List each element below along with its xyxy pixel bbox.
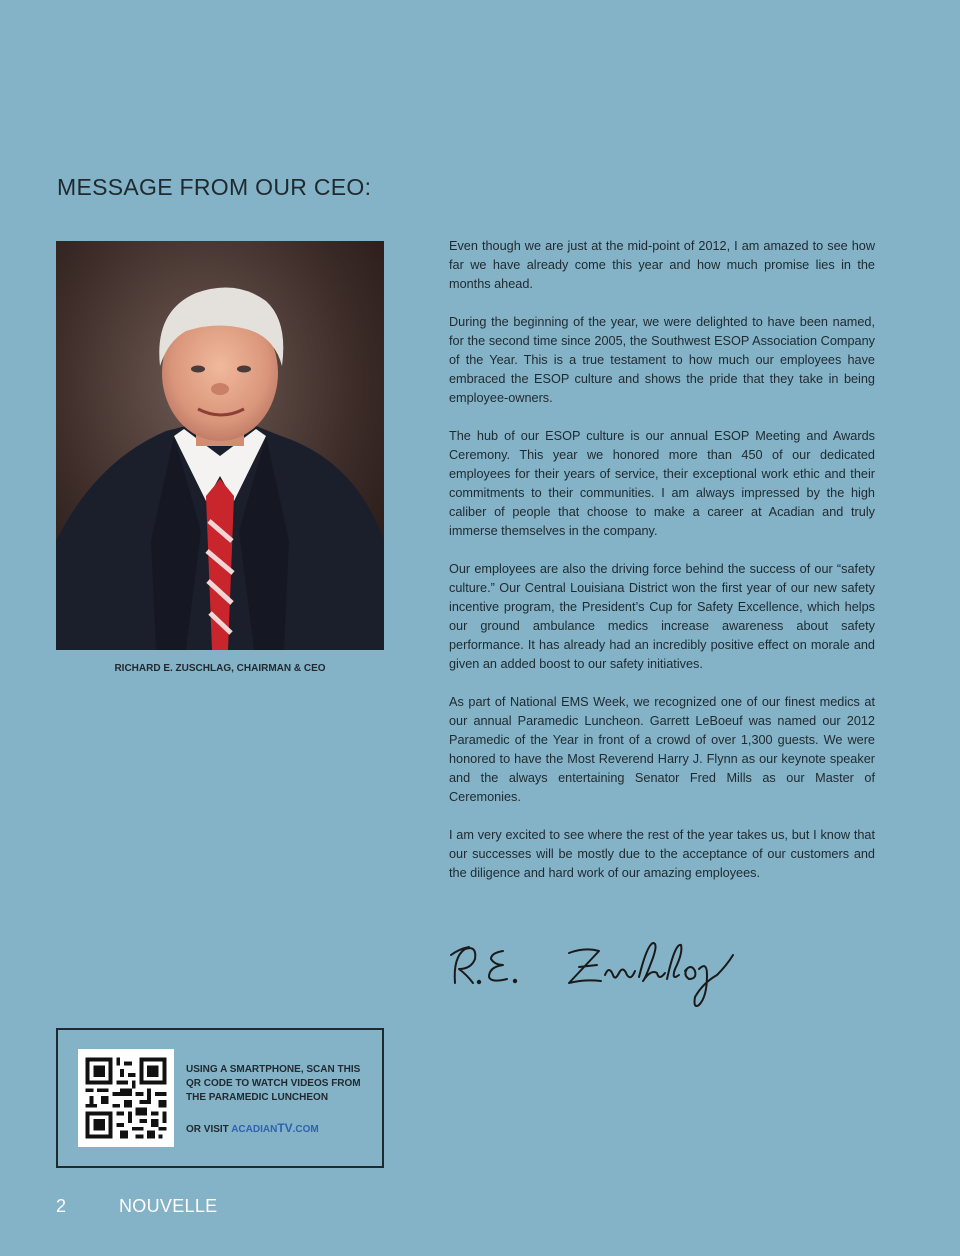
letter-paragraph: The hub of our ESOP culture is our annual ESOP Meeting and Awards Ceremony. This year we honored more than 450 of our dedicated employees for their years of service, their exceptional work ethic and their commitments to their communities. I am always impressed by the high caliber of people that choose to make a career at Acadian and truly immerse themselves in the company. bbox=[449, 429, 875, 538]
letter-body bbox=[449, 237, 875, 902]
letter-paragraph: I am very excited to see where the rest of the year takes us, but I know that our successes will be mostly due to the acceptance of our customers and the diligence and hard work of our amazing employees. bbox=[449, 828, 875, 880]
qr-panel bbox=[56, 1028, 384, 1168]
letter-paragraph: Even though we are just at the mid-point of 2012, I am amazed to see how far we have already come this year and how much promise lies in the months ahead. bbox=[449, 239, 875, 291]
link-brand: ACADIAN bbox=[231, 1124, 278, 1135]
page-number: 2 bbox=[56, 1196, 67, 1216]
publication-name: NOUVELLE bbox=[119, 1196, 218, 1216]
link-tv: TV bbox=[277, 1121, 293, 1135]
letter-paragraph: As part of National EMS Week, we recognized one of our finest medics at our annual Paramedic Luncheon. Garrett LeBoeuf was named our 2012 Paramedic of the Year in front of a crowd of over 1,300 guests. We were honored to have the Most Reverend Harry J. Flynn as our keynote speaker and the always entertaining Senator Fred Mills as our Master of Ceremonies. bbox=[449, 695, 875, 804]
portrait-caption: RICHARD E. ZUSCHLAG, CHAIRMAN & CEO bbox=[114, 663, 326, 674]
page-title: MESSAGE FROM OUR CEO: bbox=[57, 174, 372, 200]
qr-instruction: USING A SMARTPHONE, SCAN THIS QR CODE TO WATCH VIDEOS FROM THE PARAMEDIC LUNCHEON bbox=[186, 1064, 361, 1103]
ceo-signature bbox=[445, 935, 745, 1015]
qr-code[interactable] bbox=[78, 1049, 174, 1147]
letter-paragraph: During the beginning of the year, we were delighted to have been named, for the second time since 2005, the Southwest ESOP Association Company of the Year. This is a true testament to how much our employees have embraced the ESOP culture and shows the pride that they take in being employee-owners. bbox=[449, 315, 875, 405]
visit-prefix: OR VISIT bbox=[186, 1124, 232, 1135]
qr-visit-line bbox=[186, 1121, 378, 1135]
link-suffix: .COM bbox=[292, 1124, 319, 1135]
ceo-portrait bbox=[56, 241, 384, 650]
acadiantv-link[interactable] bbox=[231, 1121, 319, 1135]
letter-paragraph: Our employees are also the driving force behind the success of our “safety culture.” Our Central Louisiana District won the first year of our new safety incentive program, the President’s Cup for Safety Excellence, which helps our ground ambulance medics increase awareness about safety performance. It has already had an incredibly positive effect on morale and given an added boost to our safety initiatives. bbox=[449, 562, 875, 671]
